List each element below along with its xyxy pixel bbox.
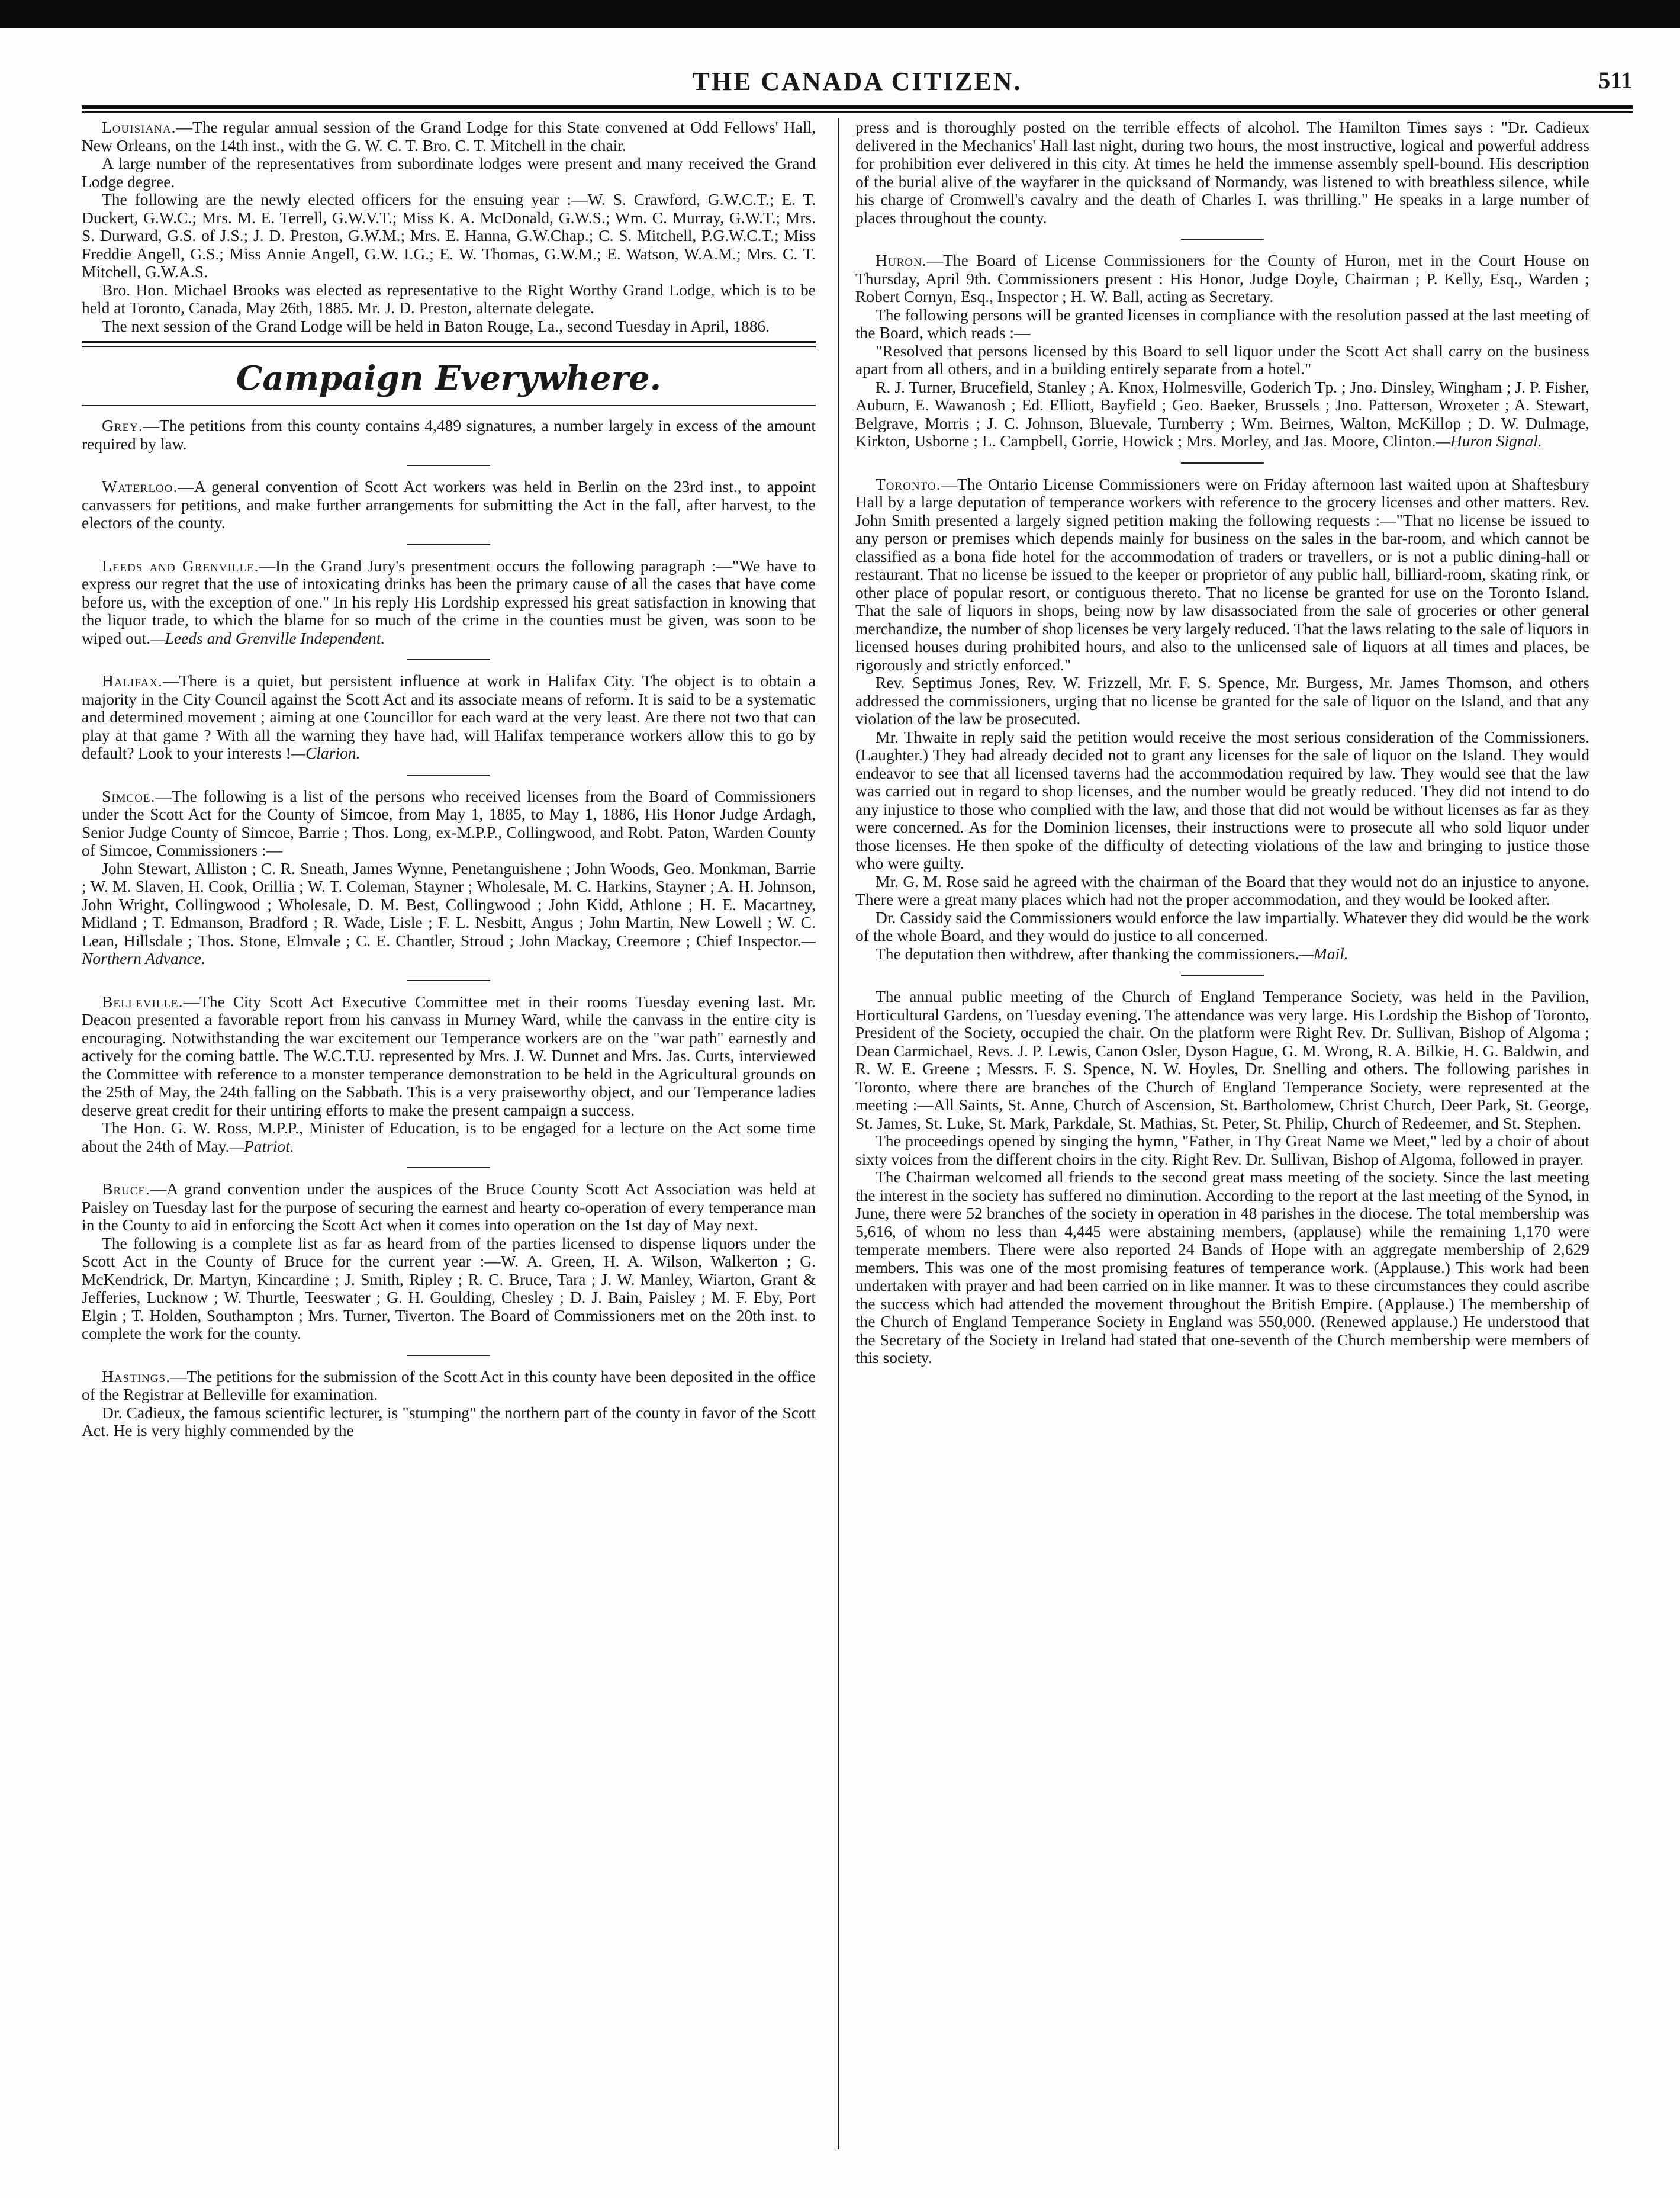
paragraph bbox=[855, 342, 1589, 378]
paragraph bbox=[855, 118, 1589, 227]
dateline: Huron. bbox=[876, 251, 927, 269]
body-text: "Resolved that persons licensed by this Board to sell liquor under the Scott Act shall carry on the business apart from all others, and in a building entirely separate from a hotel." bbox=[855, 341, 1589, 378]
article-separator bbox=[407, 980, 490, 981]
article-bruce bbox=[82, 1180, 816, 1343]
paragraph bbox=[82, 1368, 816, 1404]
article-hastings bbox=[82, 1368, 816, 1440]
dateline: Hastings. bbox=[102, 1367, 170, 1386]
paragraph bbox=[855, 1132, 1589, 1168]
paragraph bbox=[82, 281, 816, 317]
body-text: The Chairman welcomed all friends to the second great mass meeting of the society. Since the last meeting the interest in the society has suffered no diminution. According to the report at the last meeting of the Synod, in June, there were 52 branches of the society in operation in 48 parishes in the diocese. The total membership was 5,616, of whom no less than 4,445 were abstaining members, (applause) while the remaining 1,170 were temperate members. There were also reported 24 Bands of Hope with an aggregate membership of 2,629 members. This was one of the most promising features of temperance work. (Applause.) This work had been undertaken with prayer and had been carried on in like manner. It was to these circumstances they could ascribe the success which had attended the movement throughout the British Empire. (Applause.) The membership of the Church of England Temperance Society in England was 550,000. (Renewed applause.) He understood that the Secretary of the Society in Ireland had stated that one-seventh of the Church membership were members of this society. bbox=[855, 1168, 1589, 1367]
article-grey bbox=[82, 417, 816, 453]
article-separator bbox=[407, 1167, 490, 1168]
article-toronto bbox=[855, 475, 1589, 963]
section-underline bbox=[82, 405, 816, 406]
source-credit: —Leeds and Grenville Independent. bbox=[150, 628, 385, 647]
article-separator bbox=[407, 775, 490, 776]
body-text: The following persons will be granted licenses in compliance with the resolution passed at the last meeting of the Board, which reads :— bbox=[855, 305, 1589, 342]
paragraph bbox=[82, 788, 816, 860]
paragraph bbox=[82, 1180, 816, 1235]
column-divider bbox=[838, 118, 839, 2149]
article-louisiana bbox=[82, 118, 816, 335]
article-separator bbox=[407, 659, 490, 660]
paragraph bbox=[82, 993, 816, 1120]
article-separator bbox=[1181, 462, 1264, 464]
article-hastings-continued bbox=[855, 118, 1589, 227]
body-text: press and is thoroughly posted on the terrible effects of alcohol. The Hamilton Times says : "Dr. Cadieux delivered in the Mechanics' Hall last night, during two hours, the most instructive, logical and powerful address for prohibition ever delivered in this city. At times he held the immense assembly spell-bound. His description of the burial alive of the wayfarer in the quicksand of Normandy, was listened to with breathless silence, while his charge of Cromwell's cavalry and the death of Charles I. was thrilling." He speaks in a large number of places throughout the county. bbox=[855, 118, 1589, 227]
source-credit: —Clarion. bbox=[291, 744, 361, 762]
body-text: Mr. G. M. Rose said he agreed with the chairman of the Board that they would not do an injustice to anyone. There were a great many places which had not the proper accommodation, and they would be looked after. bbox=[855, 872, 1589, 908]
section-rule bbox=[82, 341, 816, 347]
masthead-rule bbox=[82, 105, 1633, 113]
article-huron bbox=[855, 252, 1589, 451]
paragraph bbox=[855, 909, 1589, 945]
dateline: Grey. bbox=[102, 416, 143, 435]
dateline: Bruce. bbox=[102, 1180, 150, 1198]
paragraph bbox=[82, 118, 816, 155]
paragraph bbox=[82, 557, 816, 648]
paragraph bbox=[82, 191, 816, 281]
body-text: R. J. Turner, Brucefield, Stanley ; A. Knox, Holmesville, Goderich Tp. ; Jno. Dinsley, Wingham ; J. P. Fisher, Auburn, E. Wawanosh ; Ed. Elliott, Bayfield ; Geo. Baeker, Brussels ; Jno. Patterson, Wroxeter ; A. Stewart, Belgrave, Morris ; J. C. Johnson, Bluevale, Turnberry ; Wm. Beirnes, Walton, McKillop ; D. W. Dulmage, Kirkton, Usborne ; L. Campbell, Gorrie, Howick ; Mrs. Morley, and Jas. Moore, Clinton. bbox=[855, 377, 1589, 450]
source-credit: —Huron Signal. bbox=[1436, 432, 1542, 450]
paragraph bbox=[855, 475, 1589, 674]
paragraph bbox=[82, 1119, 816, 1155]
body-text: —The Board of License Commissioners for the County of Huron, met in the Court House on Thursday, April 9th. Commissioners present : His Honor, Judge Doyle, Chairman ; P. Kelly, Esq., Warden ; Robert Cornyn, Esq., Inspector ; H. W. Ball, acting as Secretary. bbox=[855, 251, 1589, 306]
body-text: —The Ontario License Commissioners were on Friday afternoon last waited upon at Shaftesbury Hall by a large deputation of temperance workers with reference to the grocery licenses and other matters. Rev. John Smith presented a largely signed petition making the following requests :—"That no license be issued to any person or premises which depends mainly for business on the sales in the bar-room, and which cannot be classified as a bona fide hotel for the accommodation of traders or travellers, or is not a public dining-hall or restaurant. That no license be issued to the keeper or proprietor of any public hall, billiard-room, skating rink, or other place of popular resort, or contiguous thereto. That no license be granted for use on the Toronto Island. That the sale of liquors in shops, being now by law disassociated from the sale of groceries or other general merchandize, the number of shop licenses be very largely reduced. That the laws relating to the sale of liquors in licensed houses during prohibited hours, and also to the unlicensed sale of liquors at all times and places, be rigorously and strictly enforced." bbox=[855, 474, 1589, 674]
dateline: Halifax. bbox=[102, 671, 163, 690]
masthead bbox=[82, 66, 1633, 102]
paragraph bbox=[855, 378, 1589, 451]
article-separator bbox=[407, 465, 490, 466]
paragraph bbox=[82, 155, 816, 191]
right-column bbox=[855, 118, 1589, 1367]
body-text: Dr. Cadieux, the famous scientific lecturer, is "stumping" the northern part of the county in favor of the Scott Act. He is very highly commended by the bbox=[82, 1403, 816, 1439]
body-text: —The City Scott Act Executive Committee met in their rooms Tuesday evening last. Mr. Deacon presented a favorable report from his canvass in Murney Ward, while the canvass in the entire city is encouraging. Notwithstanding the war excitement our Temperance workers are on the "war path" earnestly and actively for the coming battle. The W.C.T.U. represented by Mrs. J. W. Dunnet and Mrs. Jas. Curts, interviewed the Committee with reference to a monster temperance demonstration to be held in the Agricultural grounds on the 25th of May, the 24th falling on the Sabbath. This is a very praiseworthy object, and our Temperance ladies deserve great credit for their untiring efforts to make the present campaign a success. bbox=[82, 992, 816, 1119]
article-separator bbox=[1181, 975, 1264, 976]
paragraph bbox=[82, 1404, 816, 1440]
paragraph bbox=[855, 252, 1589, 306]
source-credit: —Northern Advance. bbox=[82, 931, 816, 968]
section-heading: Campaign Everywhere. bbox=[236, 359, 662, 398]
paragraph bbox=[855, 306, 1589, 342]
paragraph bbox=[855, 674, 1589, 728]
paragraph bbox=[82, 417, 816, 453]
article-church-temperance bbox=[855, 988, 1589, 1367]
page-number: 511 bbox=[1598, 67, 1633, 94]
body-text: A large number of the representatives from subordinate lodges were present and many received the Grand Lodge degree. bbox=[82, 154, 816, 191]
article-simcoe bbox=[82, 788, 816, 968]
body-text: —The regular annual session of the Grand Lodge for this State convened at Odd Fellows' Hall, New Orleans, on the 14th inst., with the G. W. C. T. Bro. C. T. Mitchell in the chair. bbox=[82, 118, 816, 155]
paragraph bbox=[82, 1235, 816, 1343]
article-belleville bbox=[82, 993, 816, 1156]
source-credit: —Patriot. bbox=[229, 1136, 294, 1155]
paragraph bbox=[855, 988, 1589, 1132]
body-text: Dr. Cassidy said the Commissioners would enforce the law impartially. Whatever they did would be the work of the whole Board, and they would do justice to all concerned. bbox=[855, 908, 1589, 944]
body-text: The annual public meeting of the Church of England Temperance Society, was held in the Pavilion, Horticultural Gardens, on Tuesday evening. The attendance was very large. His Lordship the Bishop of Toronto, President of the Society, occupied the chair. On the platform were Right Rev. Dr. Sullivan, Bishop of Algoma ; Dean Carmichael, Revs. J. P. Lewis, Canon Osler, Dyson Hague, G. M. Wrong, R. A. Bilkie, H. G. Baldwin, and R. W. E. Greene ; Messrs. F. S. Spence, N. W. Hoyles, Dr. Snelling and others. The following parishes in Toronto, where there are branches of the Church of England Temperance Society, were represented at the meeting :—All Saints, St. Anne, Church of Ascension, St. Bartholomew, Christ Church, Deer Park, St. George, St. James, St. Luke, St. Mark, Parkdale, St. Mathias, St. Peter, St. Philip, Church of Redeemer, and St. Stephen. bbox=[855, 987, 1589, 1132]
paragraph bbox=[82, 317, 816, 336]
body-text: —The petitions for the submission of the Scott Act in this county have been deposited in the office of the Registrar at Belleville for examination. bbox=[82, 1367, 816, 1403]
dateline: Simcoe. bbox=[102, 786, 156, 805]
body-text: The Hon. G. W. Ross, M.P.P., Minister of Education, is to be engaged for a lecture on the Act some time about the 24th of May. bbox=[82, 1119, 816, 1155]
article-separator bbox=[1181, 239, 1264, 240]
body-text: —The petitions from this county contains 4,489 signatures, a number largely in excess of the amount required by law. bbox=[82, 416, 816, 453]
scan-edge-bar bbox=[0, 0, 1680, 28]
article-halifax bbox=[82, 672, 816, 763]
dateline: Waterloo. bbox=[102, 477, 178, 496]
body-text: The proceedings opened by singing the hymn, "Father, in Thy Great Name we Meet," led by a choir of about sixty voices from the different choirs in the city. Right Rev. Dr. Sullivan, Bishop of Algoma, followed in prayer. bbox=[855, 1132, 1589, 1168]
body-text: Bro. Hon. Michael Brooks was elected as representative to the Right Worthy Grand Lodge, which is to be held at Toronto, Canada, May 26th, 1885. Mr. J. D. Preston, alternate delegate. bbox=[82, 280, 816, 317]
body-text: —In the Grand Jury's presentment occurs the following paragraph :—"We have to express our regret that the use of intoxicating drinks has been the primary cause of all the cases that have come before us, with the exception of one." In his reply His Lordship expressed his great satisfaction in knowing that the liquor trade, to which the blame for so much of the crime in the counties must be given, was soon to be wiped out. bbox=[82, 556, 816, 647]
source-credit: —Mail. bbox=[1299, 944, 1348, 963]
dateline: Leeds and Grenville. bbox=[102, 556, 259, 575]
body-text: The next session of the Grand Lodge will be held in Baton Rouge, La., second Tuesday in April, 1886. bbox=[102, 316, 770, 335]
paragraph bbox=[82, 478, 816, 532]
paragraph bbox=[855, 1168, 1589, 1367]
paragraph bbox=[82, 860, 816, 968]
left-column bbox=[82, 118, 816, 1440]
body-text: —The following is a list of the persons who received licenses from the Board of Commissioners under the Scott Act for the County of Simcoe, from May 1, 1885, to May 1, 1886, His Honor Judge Ardagh, Senior Judge County of Simcoe, Barrie ; Thos. Long, ex-M.P.P., Collingwood, and Robt. Paton, Warden County of Simcoe, Commissioners :— bbox=[82, 786, 816, 859]
body-text: The following are the newly elected officers for the ensuing year :—W. S. Crawford, G.W.C.T.; E. T. Duckert, G.W.C.; Mrs. M. E. Terrell, G.W.V.T.; Miss K. A. McDonald, G.W.S.; Wm. C. Murray, G.W.T.; Mrs. S. Durward, G.S. of J.S.; J. D. Preston, G.W.M.; Mrs. E. Hanna, G.W.Chap.; C. S. Mitchell, P.G.W.C.T.; Miss Freddie Angell, G.S.; Miss Annie Angell, G.W. I.G.; E. W. Thomas, G.W.M.; E. Watson, W.A.M.; Mrs. C. T. Mitchell, G.W.A.S. bbox=[82, 190, 816, 281]
body-text: —A grand convention under the auspices of the Bruce County Scott Act Association was held at Paisley on Tuesday last for the purpose of securing the earnest and hearty co-operation of every temperance man in the County to aid in enforcing the Scott Act when it comes into operation on the 1st day of May next. bbox=[82, 1180, 816, 1234]
newspaper-title: THE CANADA CITIZEN. bbox=[692, 67, 1022, 96]
article-leeds-grenville bbox=[82, 557, 816, 648]
body-text: Rev. Septimus Jones, Rev. W. Frizzell, Mr. F. S. Spence, Mr. Burgess, Mr. James Thomson, and others addressed the commissioners, urging that no license be granted for the sale of liquor on the Island, and that any violation of the law be prosecuted. bbox=[855, 673, 1589, 728]
body-text: The deputation then withdrew, after thanking the commissioners. bbox=[876, 944, 1299, 963]
dateline: Toronto. bbox=[876, 474, 941, 493]
dateline: Belleville. bbox=[102, 992, 184, 1011]
dateline: Louisiana. bbox=[102, 118, 176, 136]
paragraph bbox=[855, 728, 1589, 873]
paragraph bbox=[855, 873, 1589, 909]
article-waterloo bbox=[82, 478, 816, 532]
body-text: John Stewart, Alliston ; C. R. Sneath, James Wynne, Penetanguishene ; John Woods, Geo. Monkman, Barrie ; W. M. Slaven, H. Cook, Orillia ; W. T. Coleman, Stayner ; Wholesale, M. C. Harkins, Stayner ; A. H. Johnson, John Wright, Collingwood ; Wholesale, D. M. Best, Collingwood ; John Kidd, Athlone ; H. E. Macartney, Midland ; T. Edmanson, Bradford ; R. Wade, Lisle ; F. L. Nesbitt, Angus ; John Martin, New Lowell ; W. C. Lean, Hillsdale ; Thos. Stone, Elmvale ; C. E. Chantler, Stroud ; John Mackay, Creemore ; Chief Inspector. bbox=[82, 859, 816, 950]
paragraph bbox=[82, 672, 816, 763]
paragraph bbox=[855, 945, 1589, 963]
article-separator bbox=[407, 544, 490, 545]
article-separator bbox=[407, 1355, 490, 1356]
body-text: —There is a quiet, but persistent influence at work in Halifax City. The object is to obtain a majority in the City Council against the Scott Act and its associate means of reform. It is said to be a systematic and determined movement ; aiming at one Councillor for each ward at the very least. Are there not two that can play at that game ? With all the warning they have had, will Halifax temperance workers allow this to go by default? Look to your interests ! bbox=[82, 671, 816, 762]
body-text: The following is a complete list as far as heard from of the parties licensed to dispense liquors under the Scott Act in the County of Bruce for the current year :—W. A. Green, H. A. Wilson, Walkerton ; G. McKendrick, Dr. Martyn, Kincardine ; J. Smith, Ripley ; R. C. Bruce, Tara ; J. W. Manley, Wiarton, Grant & Jefferies, Lucknow ; W. Thurtle, Teeswater ; G. H. Goulding, Chesley ; D. J. Bain, Paisley ; M. F. Eby, Port Elgin ; T. Holden, Southampton ; Mrs. Turner, Tiverton. The Board of Commissioners met on the 20th inst. to complete the work for the county. bbox=[82, 1233, 816, 1342]
body-text: Mr. Thwaite in reply said the petition would receive the most serious consideration of the Commissioners. (Laughter.) They had already decided not to grant any licenses for the sale of liquor on the Island. They would endeavor to see that all licensed taverns had the accommodation required by law. They would see that the law was carried out in regard to shop licenses, and the number would be greatly reduced. They did not intend to do any injustice to those who complied with the law, and those that did not would be without licenses as far as they were concerned. As for the Dominion licenses, their instructions were to prosecute all who sold liquor under those licenses. He then spoke of the difficulty of detecting violations of the law and bringing to justice those who were guilty. bbox=[855, 727, 1589, 872]
body-text: —A general convention of Scott Act workers was held in Berlin on the 23rd inst., to appoint canvassers for petitions, and make further arrangements for submitting the Act in the fall, after harvest, to the electors of the county. bbox=[82, 477, 816, 532]
